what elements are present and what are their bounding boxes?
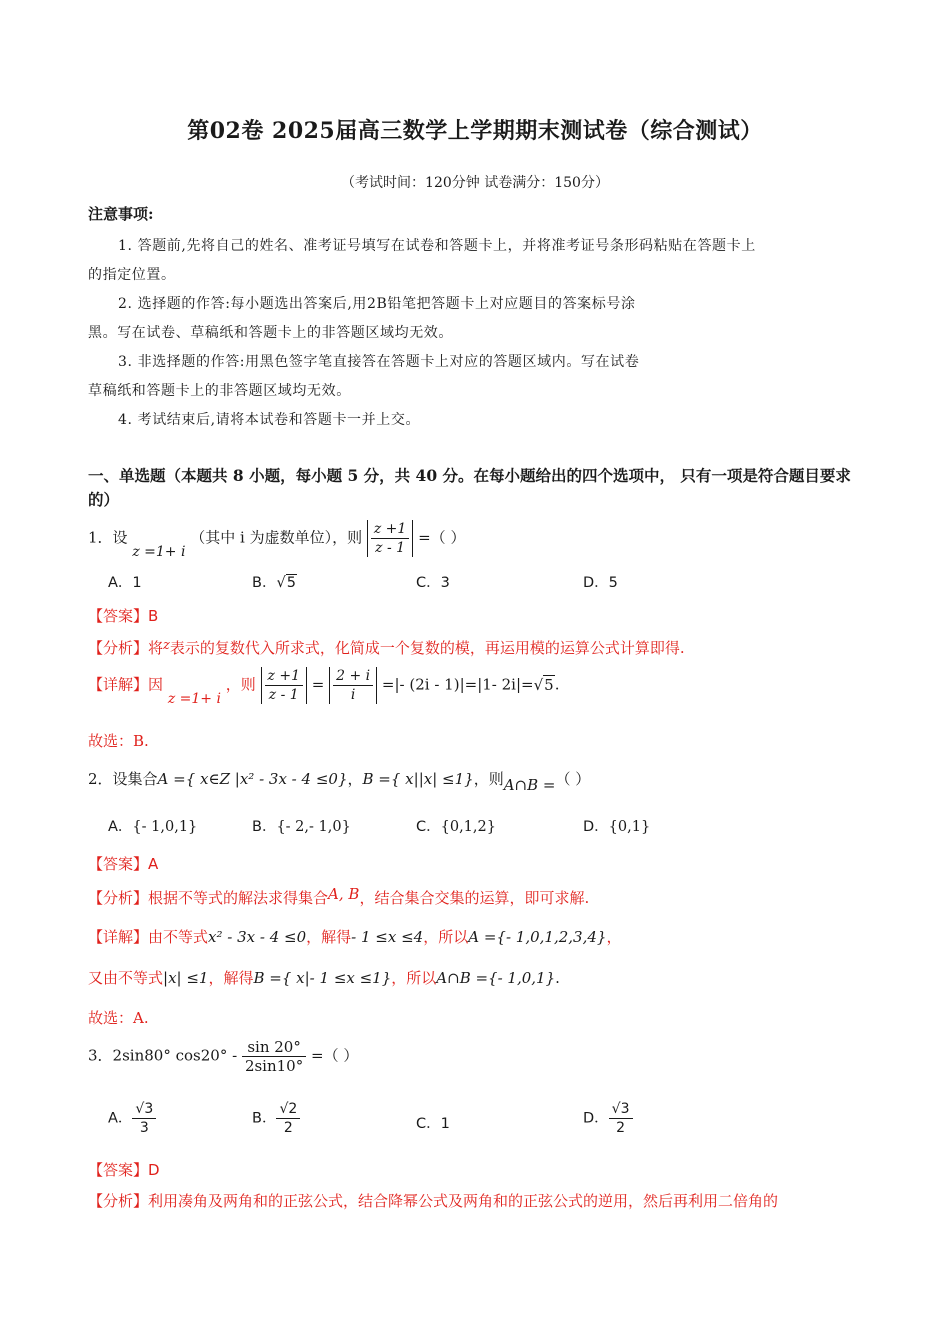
option-b: B．{- 2,- 1,0} xyxy=(252,819,351,835)
question-number: 1．设 xyxy=(88,528,128,547)
question-3: 3．2sin80° cos20° - $\frac{\sin 20^\circ}{2\sin 10^\circ}$ =（ ） xyxy=(88,1038,359,1075)
exam-time-info: （考试时间：120分钟 试卷满分：150分） xyxy=(341,175,609,191)
modulus-expression xyxy=(367,520,413,557)
analysis-3: 【分析】利用凑角及两角和的正弦公式，结合降幂公式及两角和的正弦公式的逆用，然后再利用二倍角的 xyxy=(88,1192,779,1210)
notice-line-2: 的指定位置。 xyxy=(88,267,176,283)
detail-1: 【详解】因 z =1+ i ，则 $\frac{z +1}{z - 1}$ = $\frac{2 + i}{i}$ =|- (2i - 1)|=|1- 2i|=√5. xyxy=(88,668,560,707)
analysis-1: 【分析】将z表示的复数代入所求式，化简成一个复数的模，再运用模的运算公式计算即得. xyxy=(88,638,685,657)
fraction-denominator: z - 1 xyxy=(375,540,406,556)
detail-2: 【详解】由不等式x² - 3x - 4 ≤0，解得- 1 ≤x ≤4，所以A ={- 1,0,1,2,3,4}， xyxy=(88,928,622,946)
option-d: D． $\frac{√3}{2}$ xyxy=(583,1100,633,1137)
option-a: A．{- 1,0,1} xyxy=(108,819,198,835)
notice-line-4: 黑。写在试卷、草稿纸和答题卡上的非答题区域均无效。 xyxy=(88,325,453,341)
option-b xyxy=(252,571,297,592)
sqrt-icon: √ xyxy=(611,1101,621,1117)
page-title: 第02卷 2025届高三数学上学期期末测试卷（综合测试） xyxy=(187,118,763,144)
question-1 xyxy=(88,520,466,560)
option-d: D．5 xyxy=(583,575,618,591)
question-text: （其中 i 为虚数单位），则 xyxy=(190,528,363,547)
section-heading: 一、单选题（本题共 8 小题，每小题 5 分，共 40 分。在每小题给出的四个选项中， 只有一项是符合题目要求的） xyxy=(88,466,851,509)
option-c: C．{0,1,2} xyxy=(416,819,496,835)
notice-heading: 注意事项: xyxy=(88,205,154,223)
notice-line-6: 草稿纸和答题卡上的非答题区域均无效。 xyxy=(88,383,351,399)
option-a: A． $\frac{√3}{3}$ xyxy=(108,1100,156,1137)
option-c: C．3 xyxy=(416,575,450,591)
analysis-2: 【分析】根据不等式的解法求得集合A, B，结合集合交集的运算，即可求解. xyxy=(88,885,590,907)
conclusion-2: 故选：A. xyxy=(88,1009,149,1027)
option-c: C．1 xyxy=(416,1116,450,1132)
answer-1: 【答案】B xyxy=(88,607,159,625)
detail-2-continued: 又由不等式|x| ≤1，解得B ={ x|- 1 ≤x ≤1}，所以A∩B ={- 1,0,1}. xyxy=(88,969,560,987)
fraction-numerator: z +1 xyxy=(371,520,409,539)
notice-line-1: 1. 答题前,先将自己的姓名、准考证号填写在试卷和答题卡上，并将准考证号条形码粘贴在答题卡上 xyxy=(118,238,756,254)
sqrt-icon: √ xyxy=(533,675,544,694)
z-definition: z =1+ i xyxy=(132,543,186,560)
notice-line-3: 2. 选择题的作答:每小题选出答案后,用2B铅笔把答题卡上对应题目的答案标号涂 xyxy=(118,296,636,312)
option-label: B． xyxy=(252,575,277,591)
option-b: B． $\frac{√2}{2}$ xyxy=(252,1100,300,1137)
answer-2: 【答案】A xyxy=(88,855,159,873)
set-b: B ={ x||x| ≤1} xyxy=(362,770,474,788)
sqrt-icon: √ xyxy=(276,575,286,591)
sqrt-expression: √5 xyxy=(276,575,296,591)
answer-3: 【答案】D xyxy=(88,1161,160,1179)
set-a: A ={ x∈Z |x² - 3x - 4 ≤0} xyxy=(157,770,348,788)
option-a: A．1 xyxy=(108,575,142,591)
notice-line-7: 4. 考试结束后,请将本试卷和答题卡一并上交。 xyxy=(118,412,421,428)
question-2: 2．设集合A ={ x∈Z |x² - 3x - 4 ≤0}，B ={ x||x| ≤1}，则A∩B =（ ） xyxy=(88,770,591,794)
notice-line-5: 3. 非选择题的作答:用黑色签字笔直接答在答题卡上对应的答题区域内。写在试卷 xyxy=(118,354,640,370)
conclusion-1: 故选：B. xyxy=(88,732,149,750)
option-d: D．{0,1} xyxy=(583,819,651,835)
sqrt-icon: √ xyxy=(279,1101,289,1117)
question-tail: =（ ） xyxy=(418,528,466,547)
sqrt-icon: √ xyxy=(135,1101,145,1117)
